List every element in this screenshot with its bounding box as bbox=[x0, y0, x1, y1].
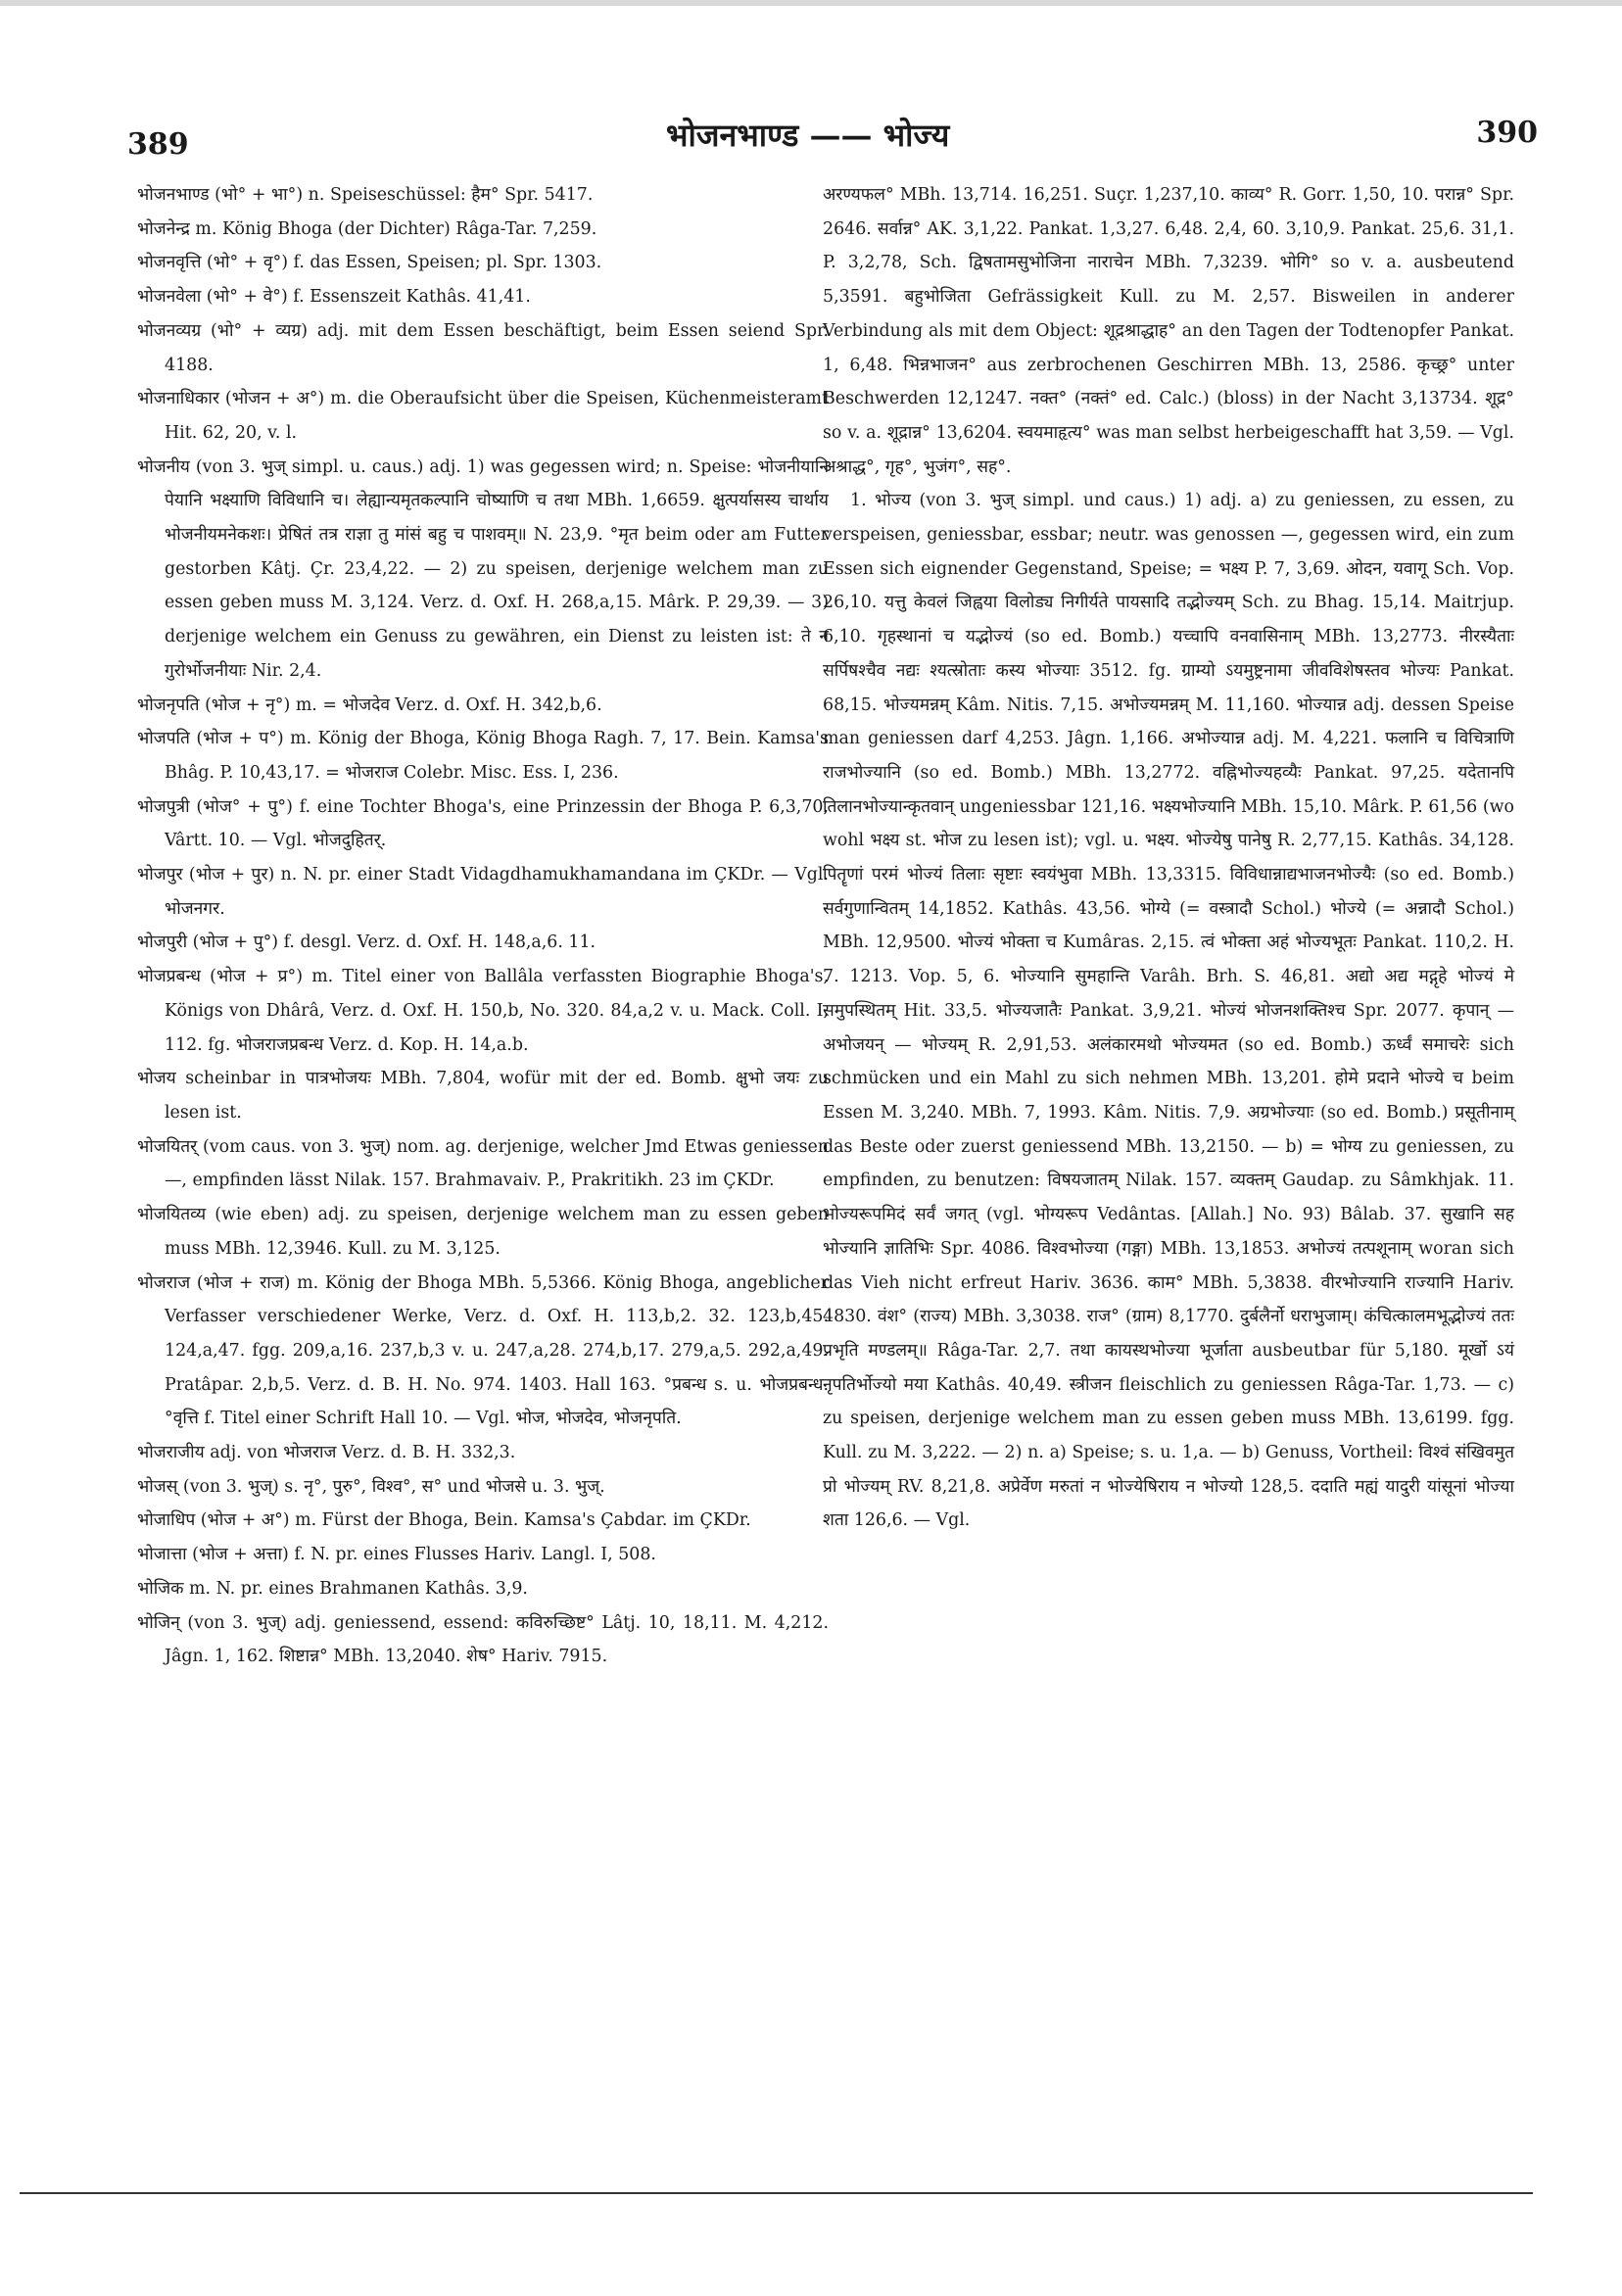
dictionary-entry: भोजिन् (von 3. भुज्) adj. geniessend, essend: कविरुच्छिष्ट° Lâtj. 10, 18,11. M. 4,212. Jâgn. 1, 162. शिष्टान्न° MBh. 13,2040. शेष° Hariv. 7915. bbox=[137, 1612, 829, 1667]
dictionary-entry: भोजनीय (von 3. भुज् simpl. u. caus.) adj. 1) was gegessen wird; n. Speise: भोजनीयानि पेयानि भक्ष्याणि विविधानि च। लेह्यान्यमृतकल्पानि चोष्याणि च तथा MBh. 1,6659. क्षुत्पर्यासस्य चार्थाय भोजनीयमनेकशः। प्रेषितं तत्र राज्ञा तु मांसं बहु च पाशवम्॥ N. 23,9. °मृत beim oder am Futter gestorben Kâtj. Çr. 23,4,22. — 2) zu speisen, derjenige welchem man zu essen geben muss M. 3,124. Verz. d. Oxf. H. 268,a,15. Mârk. P. 29,39. — 3) derjenige welchem ein Genuss zu gewähren, ein Dienst zu leisten ist: ते न गुरोर्भोजनीयाः Nir. 2,4. bbox=[137, 456, 829, 681]
dictionary-entry: भोजराज (भोज + राज) m. König der Bhoga MBh. 5,5366. König Bhoga, angeblicher Verfasser verschiedener Werke, Verz. d. Oxf. H. 113,b,2. 32. 123,b,45. 124,a,47. fgg. 209,a,16. 237,b,3 v. u. 247,a,28. 274,b,17. 279,a,5. 292,a,49. Pratâpar. 2,b,5. Verz. d. B. H. No. 974. 1403. Hall 163. °प्रबन्ध s. u. भोजप्रबन्ध. °वृत्ति f. Titel einer Schrift Hall 10. — Vgl. भोज, भोजदेव, भोजनृपति. bbox=[137, 1272, 829, 1429]
dictionary-entry: भोजनाधिकार (भोजन + अ°) m. die Oberaufsicht über die Speisen, Küchenmeisteramt Hit. 62, 20, v. l. bbox=[137, 389, 829, 443]
right-column bbox=[823, 178, 1514, 1538]
dictionary-entry: भोजपति (भोज + प°) m. König der Bhoga, König Bhoga Ragh. 7, 17. Bein. Kamsa's Bhâg. P. 10,43,17. = भोजराज Colebr. Misc. Ess. I, 236. bbox=[137, 729, 829, 783]
dictionary-entry: भोजनृपति (भोज + नृ°) m. = भोजदेव Verz. d. Oxf. H. 342,b,6. bbox=[137, 694, 602, 715]
dictionary-entry: भोजय scheinbar in पात्रभोजयः MBh. 7,804, wofür mit der ed. Bomb. क्षुभो जयः zu lesen ist. bbox=[137, 1069, 829, 1123]
dictionary-entry: भोजयितर् (vom caus. von 3. भुज्) nom. ag. derjenige, welcher Jmd Etwas geniessen —, empfinden lässt Nilak. 157. Brahmavaiv. P., Prakritikh. 23 im ÇKDr. bbox=[137, 1136, 829, 1191]
dictionary-entry: भोजयितव्य (wie eben) adj. zu speisen, derjenige welchem man zu essen geben muss MBh. 12,3946. Kull. zu M. 3,125. bbox=[137, 1205, 829, 1259]
dictionary-entry: भोजाधिप (भोज + अ°) m. Fürst der Bhoga, Bein. Kamsa's Çabdar. im ÇKDr. bbox=[137, 1510, 751, 1531]
dictionary-entry: भोजिक m. N. pr. eines Brahmanen Kathâs. 3,9. bbox=[137, 1578, 528, 1599]
running-head bbox=[118, 106, 1538, 162]
footer-rule bbox=[20, 2192, 1533, 2194]
page-title: भोजनभाण्ड —— भोज्य bbox=[666, 117, 950, 154]
dictionary-entry: भोजपुरी (भोज + पु°) f. desgl. Verz. d. Oxf. H. 148,a,6. 11. bbox=[137, 933, 596, 953]
dictionary-entry: भोजनवृत्ति (भो° + वृ°) f. das Essen, Speisen; pl. Spr. 1303. bbox=[137, 253, 602, 273]
dictionary-entry-continuation: अरण्यफल° MBh. 13,714. 16,251. Suçr. 1,237,10. काव्य° R. Gorr. 1,50, 10. परान्न° Spr. 2646. सर्वान्न° AK. 3,1,22. Pankat. 1,3,27. 6,48. 2,4, 60. 3,10,9. Pankat. 25,6. 31,1. P. 3,2,78, Sch. द्विषतामसुभोजिना नाराचेन MBh. 7,3239. भोगि° so v. a. ausbeutend 5,3591. बहुभोजिता Gefrässigkeit Kull. zu M. 2,57. Bisweilen in anderer Verbindung als mit dem Object: शूद्रश्राद्धाह° an den Tagen der Todtenopfer Pankat. 1, 6,48. भिन्नभाजन° aus zerbrochenen Geschirren MBh. 13, 2586. कृच्छ्र° unter Beschwerden 12,1247. नक्त° (नक्तं° ed. Calc.) (bloss) in der Nacht 3,13734. शूद्र° so v. a. शूद्रान्न° 13,6204. स्वयमाहृत्य° was man selbst herbeigeschafft hat 3,59. — Vgl. अश्राद्ध°, गृह°, भुजंग°, सह°. bbox=[823, 185, 1514, 477]
dictionary-entry: भोजनव्यग्र (भो° + व्यग्र) adj. mit dem Essen beschäftigt, beim Essen seiend Spr. 4188. bbox=[137, 320, 829, 375]
dictionary-entry: 1. भोज्य (von 3. भुज् simpl. und caus.) 1) adj. a) zu geniessen, zu essen, zu verspeisen, geniessbar, essbar; neutr. was genossen —, gegessen wird, ein zum Essen sich eignender Gegenstand, Speise; = भक्ष्य P. 7, 3,69. ओदन, यवागू Sch. Vop. 26,10. यत्तु केवलं जिह्वया विलोड्य निगीर्यते पायसादि तद्भोज्यम् Sch. zu Bhag. 15,14. Maitrjup. 6,10. गृहस्थानां च यद्भोज्यं (so ed. Bomb.) यच्चापि वनवासिनाम् MBh. 13,2773. नीरस्यैताः सर्पिषश्चैव नद्यः श्यत्स्रोताः कस्य भोज्याः 3512. fg. ग्राम्यो ऽयमुष्ट्रनामा जीवविशेषस्तव भोज्यः Pankat. 68,15. भोज्यमन्नम् Kâm. Nitis. 7,15. अभोज्यमन्नम् M. 11,160. भोज्यान्न adj. dessen Speise man geniessen darf 4,253. Jâgn. 1,166. अभोज्यान्न adj. M. 4,221. फलानि च विचित्राणि राजभोज्यानि (so ed. Bomb.) MBh. 13,2772. वह्निभोज्यहव्यैः Pankat. 97,25. यदेतानपि तिलानभोज्यान्कृतवान् ungeniessbar 121,16. भक्ष्यभोज्यानि MBh. 15,10. Mârk. P. 61,56 (wo wohl भक्ष्य st. भोज zu lesen ist); vgl. u. भक्ष्य. भोज्येषु पानेषु R. 2,77,15. Kathâs. 34,128. पितॄणां परमं भोज्यं तिलाः सृष्टाः स्वयंभुवा MBh. 13,3315. विविधान्नाद्यभाजनभोज्यैः (so ed. Bomb.) सर्वगुणान्वितम् 14,1852. Kathâs. 43,56. भोग्ये (= वस्त्रादौ Schol.) भोज्ये (= अन्नादौ Schol.) MBh. 12,9500. भोज्यं भोक्ता च Kumâras. 2,15. त्वं भोक्ता अहं भोज्यभूतः Pankat. 110,2. H. 7. 1213. Vop. 5, 6. भोज्यानि सुमहान्ति Varâh. Brh. S. 46,81. अद्यो अद्य मद्गृहे भोज्यं मे समुपस्थितम् Hit. 33,5. भोज्यजातैः Pankat. 3,9,21. भोज्यं भोजनशक्तिश्च Spr. 2077. कृपान् — अभोजयन् — भोज्यम् R. 2,91,53. अलंकारमथो भोज्यमत (so ed. Bomb.) ऊर्ध्वं समाचरेः sich schmücken und ein Mahl zu sich nehmen MBh. 13,201. होमे प्रदाने भोज्ये च beim Essen M. 3,240. MBh. 7, 1993. Kâm. Nitis. 7,9. अग्रभोज्याः (so ed. Bomb.) प्रसूतीनाम् das Beste oder zuerst geniessend MBh. 13,2150. — b) = भोग्य zu geniessen, zu empfinden, zu benutzen: विषयजातम् Nilak. 157. व्यक्तम् Gaudap. zu Sâmkhjak. 11. भोज्यरूपमिदं सर्वं जगत् (vgl. भोग्यरूप Vedântas. [Allah.] No. 93) Bâlab. 37. सुखानि सह भोज्यानि ज्ञातिभिः Spr. 4086. विश्वभोज्या (गङ्गा) MBh. 13,1853. अभोज्यं तत्पशूनाम् woran sich das Vieh nicht erfreut Hariv. 3636. काम° MBh. 5,3838. वीरभोज्यानि राज्यानि Hariv. 4830. वंश° (राज्य) MBh. 3,3038. राज° (ग्राम) 8,1770. दुर्बलैर्नो धराभुजाम्। कंचित्कालमभूद्भोज्यं ततः प्रभृति मण्डलम्॥ Râga-Tar. 2,7. तथा कायस्थभोज्या भूर्जाता ausbeutbar für 5,180. मूर्खो ऽयं नृपतिर्भोज्यो मया Kathâs. 40,49. स्त्रीजन fleischlich zu geniessen Râga-Tar. 1,73. — c) zu speisen, derjenige welchem man zu essen geben muss MBh. 13,6199. fgg. Kull. zu M. 3,222. — 2) n. a) Speise; s. u. 1,a. — b) Genuss, Vortheil: विश्वं संखिवमुत प्रो भोज्यम् RV. 8,21,8. अप्रेर्वेण मरुतां न भोज्येषिराय न भोज्यो 128,5. ददाति मह्यं यादुरी यांसूनां भोज्या शता 126,6. — Vgl. bbox=[823, 491, 1514, 1531]
dictionary-entry: भोजस् (von 3. भुज्) s. नृ°, पुरु°, विश्व°, स° und भोजसे u. 3. भुज्. bbox=[137, 1476, 605, 1497]
dictionary-entry: भोजराजीय adj. von भोजराज Verz. d. B. H. 332,3. bbox=[137, 1443, 516, 1463]
dictionary-entry: भोजपुर (भोज + पुर) n. N. pr. einer Stadt Vidagdhamukhamandana im ÇKDr. — Vgl. भोजनगर. bbox=[137, 865, 829, 919]
dictionary-entry: भोजनेन्द्र m. König Bhoga (der Dichter) Râga-Tar. 7,259. bbox=[137, 218, 597, 239]
page-number-left: 389 bbox=[127, 127, 189, 162]
scan-artifact bbox=[0, 0, 1622, 6]
left-column bbox=[137, 178, 829, 1674]
dictionary-entry: भोजनवेला (भो° + वे°) f. Essenszeit Kathâs. 41,41. bbox=[137, 287, 531, 308]
page-number-right: 390 bbox=[1476, 116, 1538, 150]
dictionary-entry: भोजनभाण्ड (भो° + भा°) n. Speiseschüssel: हैम° Spr. 5417. bbox=[137, 185, 594, 205]
dictionary-entry: भोजात्ता (भोज + अत्ता) f. N. pr. eines Flusses Hariv. Langl. I, 508. bbox=[137, 1545, 656, 1565]
dictionary-entry: भोजपुत्री (भोज° + पु°) f. eine Tochter Bhoga's, eine Prinzessin der Bhoga P. 6,3,70, Vârtt. 10. — Vgl. भोजदुहितर्. bbox=[137, 796, 829, 851]
dictionary-entry: भोजप्रबन्ध (भोज + प्र°) m. Titel einer von Ballâla verfassten Biographie Bhoga's, Königs von Dhârâ, Verz. d. Oxf. H. 150,b, No. 320. 84,a,2 v. u. Mack. Coll. I, 112. fg. भोजराजप्रबन्ध Verz. d. Kop. H. 14,a.b. bbox=[137, 967, 829, 1055]
